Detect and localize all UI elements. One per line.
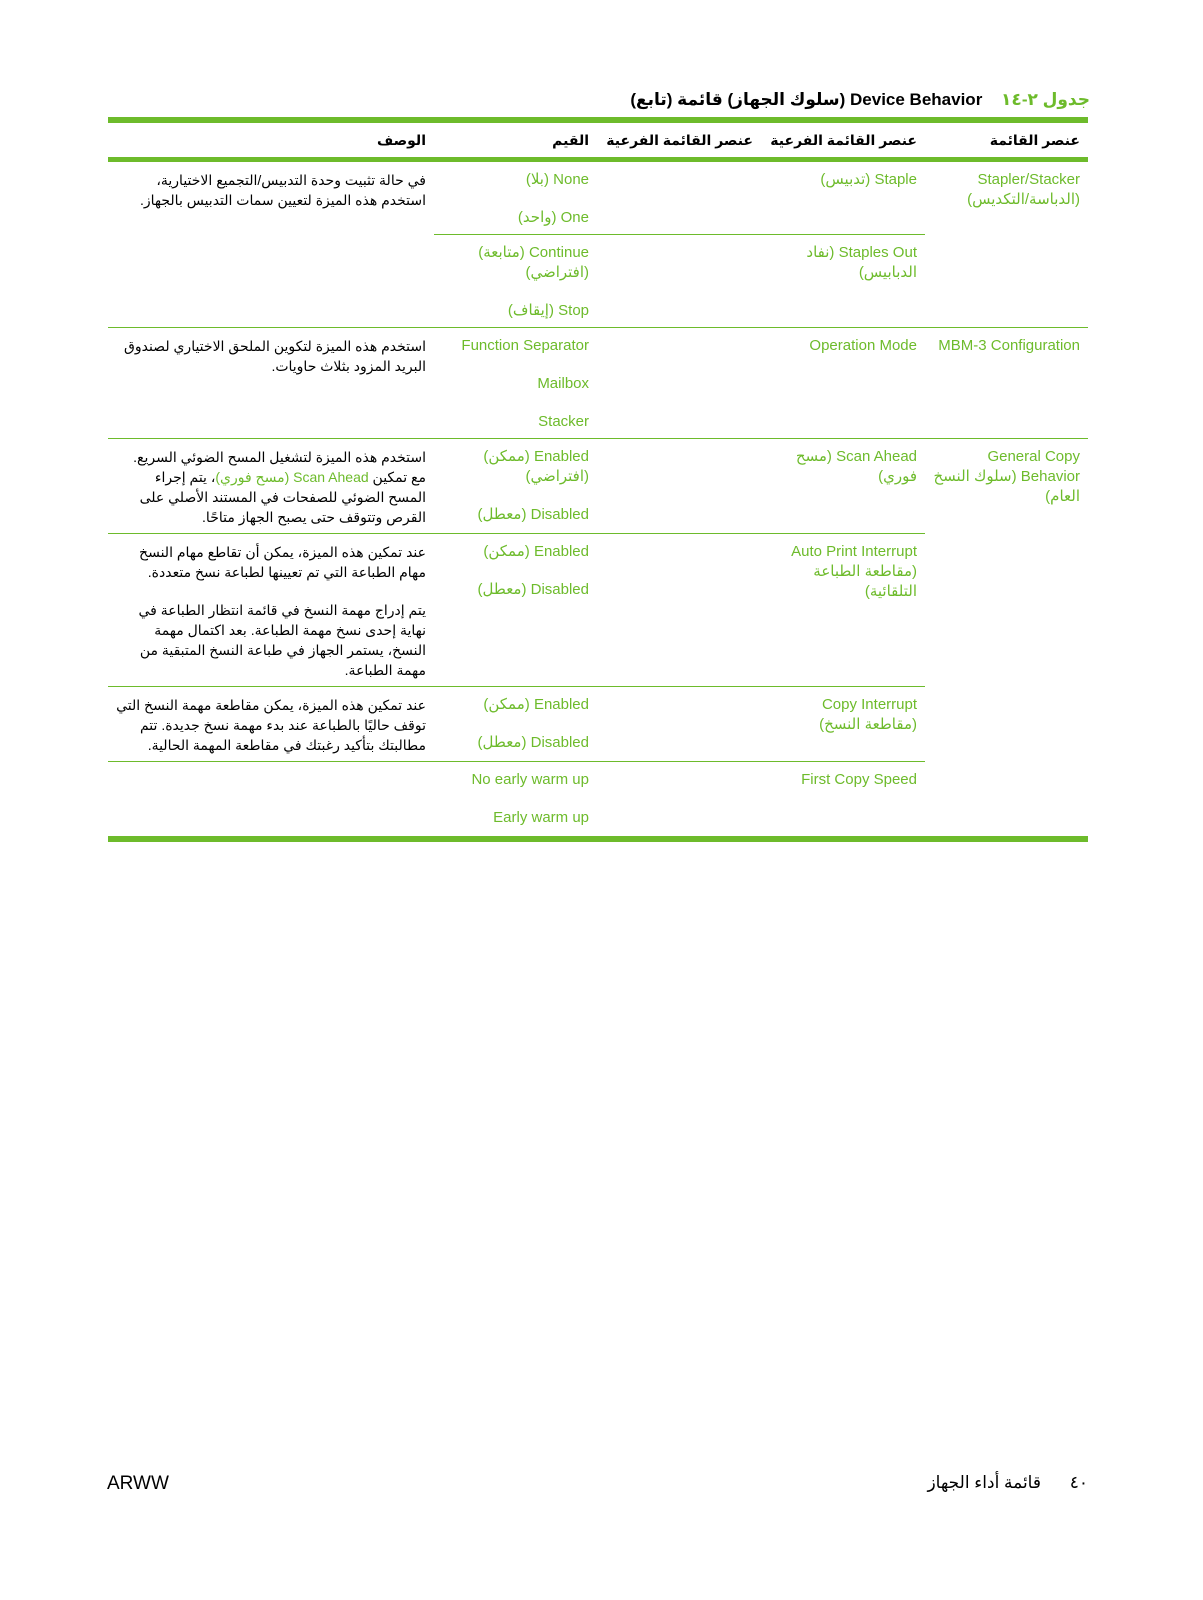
submenu-item-operation-mode: Operation Mode bbox=[761, 328, 925, 439]
value-item: Stacker bbox=[538, 413, 589, 430]
header-row bbox=[108, 120, 1088, 160]
description-text: عند تمكين هذه الميزة، يمكن مقاطعة مهمة النسخ التي توقف حاليًا بالطباعة عند بدء مهمة نسخ جديدة. تتم مطالبتك بتأكيد رغبتك في مقاطعة المهمة الحالية. bbox=[116, 697, 426, 753]
submenu-item-2-empty bbox=[597, 160, 761, 235]
table-title: Device Behavior (سلوك الجهاز) قائمة (تابع) bbox=[630, 90, 983, 109]
submenu-item-2-empty bbox=[597, 534, 761, 687]
table-number: جدول ٢-١٤ bbox=[1001, 90, 1090, 109]
submenu-item-2-empty bbox=[597, 762, 761, 840]
description-cell bbox=[108, 762, 434, 840]
menu-item-stapler-stacker: Stapler/Stacker (الدباسة/التكديس) bbox=[967, 171, 1080, 208]
description-term-scan-ahead: Scan Ahead (مسح فوري) bbox=[215, 469, 369, 485]
col-menu-item: عنصر القائمة bbox=[925, 120, 1088, 160]
value-item: One (واحد) bbox=[517, 209, 589, 226]
submenu-item-2-empty bbox=[597, 328, 761, 439]
table-row bbox=[108, 160, 1088, 235]
value-item: Disabled (معطل) bbox=[477, 506, 589, 523]
submenu-item-auto-print-interrupt: Auto Print Interrupt (مقاطعة الطباعة التلقائية) bbox=[761, 534, 925, 687]
description-cell bbox=[108, 534, 434, 687]
description-text: عند تمكين هذه الميزة، يمكن أن تقاطع مهام النسخ مهام الطباعة التي تم تعيينها لطباعة نسخ متعددة. bbox=[139, 544, 426, 580]
description-text: يتم إدراج مهمة النسخ في قائمة انتظار الطباعة في نهاية إحدى نسخ مهمة الطباعة. بعد اكتمال مهمة النسخ، يستمر الجهاز في طباعة النسخ المتبقية من مهمة الطباعة. bbox=[138, 602, 426, 678]
values-cell bbox=[434, 762, 597, 840]
menu-table bbox=[108, 117, 1088, 842]
value-item: Early warm up bbox=[493, 809, 589, 826]
value-item: Stop (إيقاف) bbox=[507, 302, 589, 319]
col-submenu-item-2: عنصر القائمة الفرعية bbox=[597, 120, 761, 160]
submenu-item-2-empty bbox=[597, 235, 761, 328]
submenu-item-2-empty bbox=[597, 687, 761, 762]
values-cell bbox=[434, 160, 597, 235]
value-item: Mailbox bbox=[537, 375, 589, 392]
footer-locale-code: ARWW bbox=[107, 1473, 169, 1494]
table-row bbox=[108, 328, 1088, 439]
description-cell bbox=[108, 160, 434, 328]
table-row bbox=[108, 439, 1088, 534]
value-item: Continue (متابعة) (افتراضي) bbox=[478, 244, 589, 281]
value-item: None (بلا) bbox=[525, 171, 589, 188]
value-item: Enabled (ممكن) bbox=[483, 543, 589, 560]
description-cell bbox=[108, 687, 434, 762]
submenu-item-staple: Staple (تدبيس) bbox=[820, 171, 917, 188]
description-text-start: استخدم هذه الميزة لتشغيل المسح الضوئي السريع. مع تمكين bbox=[133, 449, 426, 485]
submenu-item-first-copy-speed: First Copy Speed bbox=[761, 762, 925, 840]
description-cell bbox=[108, 439, 434, 534]
col-values: القيم bbox=[434, 120, 597, 160]
value-item: Enabled (ممكن) bbox=[483, 696, 589, 713]
values-cell bbox=[434, 235, 597, 328]
values-cell bbox=[434, 439, 597, 534]
value-item: Enabled (ممكن) (افتراضي) bbox=[483, 448, 589, 485]
submenu-item-copy-interrupt: Copy Interrupt (مقاطعة النسخ) bbox=[761, 687, 925, 762]
table-bottom-rule bbox=[108, 839, 1088, 842]
value-item: Disabled (معطل) bbox=[477, 581, 589, 598]
col-submenu-item: عنصر القائمة الفرعية bbox=[761, 120, 925, 160]
submenu-item-scan-ahead: Scan Ahead (مسح فوري) bbox=[761, 439, 925, 534]
value-item: Disabled (معطل) bbox=[477, 734, 589, 751]
values-cell bbox=[434, 534, 597, 687]
page-number: ٤٠ bbox=[1069, 1473, 1088, 1492]
menu-item-general-copy-behavior: General Copy Behavior (سلوك النسخ العام) bbox=[925, 439, 1088, 840]
description-text: في حالة تثبيت وحدة التدبيس/التجميع الاختيارية، استخدم هذه الميزة لتعيين سمات التدبيس بالجهاز. bbox=[140, 172, 426, 208]
description-cell bbox=[108, 328, 434, 439]
description-text: استخدم هذه الميزة لتكوين الملحق الاختياري لصندوق البريد المزود بثلاث حاويات. bbox=[123, 338, 426, 374]
description-text bbox=[116, 447, 426, 527]
values-cell bbox=[434, 328, 597, 439]
table-caption bbox=[108, 90, 1090, 110]
footer-page-info bbox=[927, 1473, 1088, 1493]
description-text-end: ، يتم إجراء المسح الضوئي للصفحات في المستند الأصلي على القرص وتتوقف حتى يصبح الجهاز متاحًا. bbox=[139, 469, 426, 525]
values-cell bbox=[434, 687, 597, 762]
submenu-item-2-empty bbox=[597, 439, 761, 534]
menu-item-mbm3: MBM-3 Configuration bbox=[925, 328, 1088, 439]
col-description: الوصف bbox=[108, 120, 434, 160]
footer-section-title: قائمة أداء الجهاز bbox=[927, 1473, 1041, 1492]
value-item: No early warm up bbox=[471, 771, 589, 788]
value-item: Function Separator bbox=[461, 337, 589, 354]
submenu-item-staples-out: Staples Out (نفاد الدبابيس) bbox=[761, 235, 925, 328]
